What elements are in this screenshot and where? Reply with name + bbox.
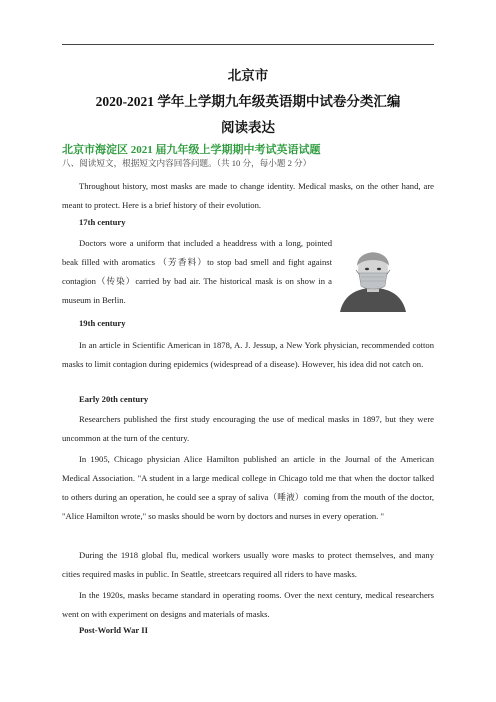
intro-paragraph: Throughout history, most masks are made to change identity. Medical masks, on the other hand, are meant to protect. Here is a brief history of their evolution. [62, 181, 434, 210]
heading-early-20th-century: Early 20th century [79, 394, 149, 404]
heading-post-wwii: Post-World War II [79, 625, 148, 635]
paragraph-19th-century: In an article in Scientific American in 1878, A. J. Jessup, a New York physician, recommended cotton masks to limit contagion during epidemics (widespread of a disease). However, his idea did not catch on. [62, 340, 434, 369]
paragraph-1920s: In the 1920s, masks became standard in operating rooms. Over the next century, medical researchers went on with experiment on designs and materials of masks. [62, 590, 434, 619]
paragraph-17th-century: Doctors wore a uniform that included a headdress with a long, pointed beak filled with aromatics （芳香料）to stop bad smell and fight against contagion（传染）carried by bad air. The historical mask is on show in a museum in Berlin. [62, 238, 332, 305]
exam-source-subtitle: 北京市海淀区 2021 届九年级上学期期中考试英语试题 [62, 144, 321, 156]
masked-nurse-image [334, 244, 412, 312]
header-rule [62, 44, 434, 45]
paragraph-1897-study: Researchers published the first study encouraging the use of medical masks in 1897, but they were uncommon at the turn of the century. [62, 414, 434, 443]
paragraph-1918-flu: During the 1918 global flu, medical workers usually wore masks to protect themselves, and many cities required masks in public. In Seattle, streetcars required all riders to have masks. [62, 550, 434, 579]
doc-title-exam: 2020-2021 学年上学期九年级英语期中试卷分类汇编 [95, 94, 401, 109]
question-instruction: 八、阅读短文，根据短文内容回答问题。（共 10 分，每小题 2 分） [62, 158, 312, 168]
paragraph-alice-hamilton: In 1905, Chicago physician Alice Hamilton published an article in the Journal of the American Medical Association. "A student in a large medical college in Chicago told me that when the doctor talked to others during an operation, he could see a spray of saliva（唾液）coming from the mouth of the doctor, "Alice Hamilton wrote," so masks should be worn by doctors and nurses in every operation. " [62, 454, 434, 521]
heading-17th-century: 17th century [79, 217, 126, 227]
heading-19th-century: 19th century [79, 318, 126, 328]
doc-title-section: 阅读表达 [221, 120, 275, 135]
doc-title-region: 北京市 [227, 68, 269, 83]
